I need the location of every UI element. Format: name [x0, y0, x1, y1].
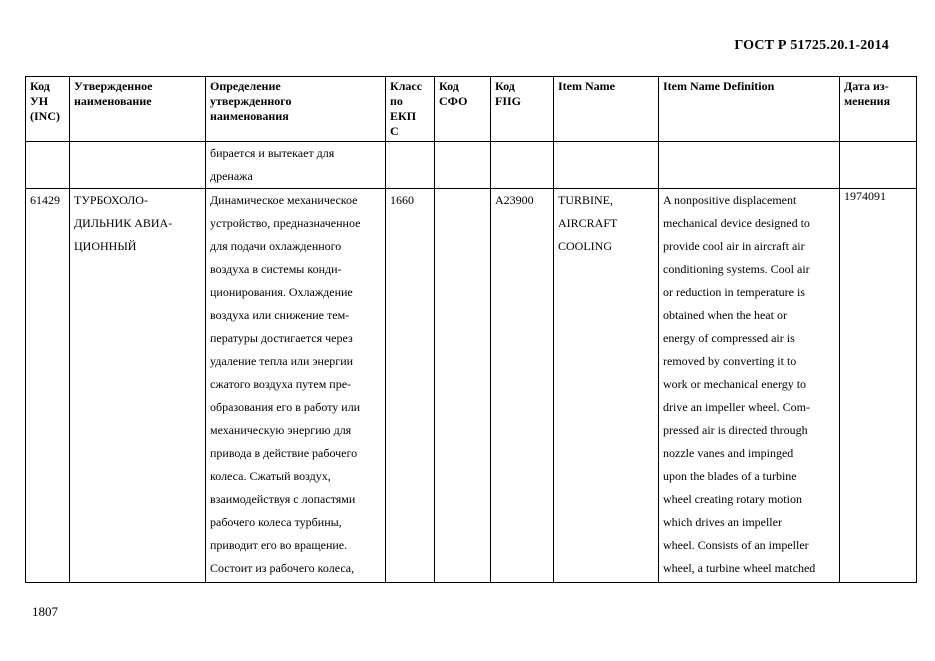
header-sfo — [435, 77, 491, 142]
text-line: рабочего колеса турбины, — [210, 515, 342, 529]
text-line: AIRCRAFT — [558, 216, 618, 230]
header-row — [26, 77, 917, 142]
text-line: пературы достигается через — [210, 331, 353, 345]
text-line: Утвержденное — [74, 79, 153, 93]
text-line: бирается и вытекает для — [210, 146, 335, 160]
text-line: wheel. Consists of an impeller — [663, 538, 809, 552]
text-line: Код — [495, 79, 515, 93]
text-line: устройство, предназначенное — [210, 216, 361, 230]
text-line: дренажа — [210, 169, 253, 183]
cell-sfo — [435, 189, 491, 583]
text-line: or reduction in temperature is — [663, 285, 805, 299]
text-line: колеса. Сжатый воздух, — [210, 469, 331, 483]
text-line: COOLING — [558, 239, 612, 253]
table-row — [26, 142, 917, 189]
text-line: образования его в работу или — [210, 400, 361, 414]
text-line: Класс — [390, 79, 423, 93]
header-definition — [206, 77, 386, 142]
text-line: Состоит из рабочего колеса, — [210, 561, 355, 575]
text-line: взаимодействуя с лопастями — [210, 492, 356, 506]
cell-item-definition — [659, 142, 840, 189]
cell-inc: 61429 — [26, 189, 70, 583]
text-line: механическую энергию для — [210, 423, 352, 437]
text-line: УН — [30, 94, 49, 108]
text-line: Item Name — [558, 79, 615, 93]
text-line: wheel creating rotary motion — [663, 492, 802, 506]
cell-fiig — [491, 142, 554, 189]
text-line: по — [390, 94, 403, 108]
header-item-name — [554, 77, 659, 142]
text-line: Динамическое механическое — [210, 193, 358, 207]
text-line: (INC) — [30, 109, 60, 123]
text-line: СФО — [439, 94, 468, 108]
page-number: 1807 — [32, 604, 58, 619]
text-line: менения — [844, 94, 891, 108]
header-fiig — [491, 77, 554, 142]
cell-change-date: 1974091 — [840, 189, 917, 583]
header-approved-name — [70, 77, 206, 142]
cell-definition — [206, 189, 386, 583]
text-line: upon the blades of a turbine — [663, 469, 797, 483]
text-line: FIIG — [495, 94, 522, 108]
text-line: для подачи охлажденного — [210, 239, 342, 253]
text-line: воздуха в системы конди- — [210, 262, 342, 276]
cell-fiig: A23900 — [491, 189, 554, 583]
text-line: Код — [439, 79, 459, 93]
cell-change-date — [840, 142, 917, 189]
text-line: wheel, a turbine wheel matched — [663, 561, 816, 575]
cell-class: 1660 — [386, 189, 435, 583]
text-line: TURBINE, — [558, 193, 613, 207]
text-line: provide cool air in aircraft air — [663, 239, 805, 253]
cell-item-name — [554, 142, 659, 189]
document-code: ГОСТ Р 51725.20.1-2014 — [734, 38, 889, 53]
text-line: drive an impeller wheel. Com- — [663, 400, 810, 414]
cell-name — [70, 142, 206, 189]
text-line: ЕКП — [390, 109, 417, 123]
cell-definition — [206, 142, 386, 189]
table-row — [26, 189, 917, 583]
text-line: ТУРБОХОЛО- — [74, 193, 148, 207]
text-line: утвержденного — [210, 94, 292, 108]
text-line: energy of compressed air is — [663, 331, 795, 345]
text-line: which drives an impeller — [663, 515, 782, 529]
catalog-table — [25, 76, 917, 583]
cell-name — [70, 189, 206, 583]
header-change-date — [840, 77, 917, 142]
text-line: ДИЛЬНИК АВИА- — [74, 216, 173, 230]
text-line: сжатого воздуха путем пре- — [210, 377, 352, 391]
text-line: removed by converting it to — [663, 354, 797, 368]
cell-class — [386, 142, 435, 189]
cell-sfo — [435, 142, 491, 189]
cell-item-name — [554, 189, 659, 583]
header-inc — [26, 77, 70, 142]
text-line: Item Name Definition — [663, 79, 775, 93]
text-line: ЦИОННЫЙ — [74, 239, 137, 253]
text-line: воздуха или снижение тем- — [210, 308, 350, 322]
text-line: наименование — [74, 94, 152, 108]
text-line: pressed air is directed through — [663, 423, 808, 437]
text-line: Код — [30, 79, 50, 93]
text-line: mechanical device designed to — [663, 216, 810, 230]
text-line: ционирования. Охлаждение — [210, 285, 353, 299]
text-line: obtained when the heat or — [663, 308, 787, 322]
text-line: Дата из- — [844, 79, 889, 93]
text-line: A nonpositive displacement — [663, 193, 797, 207]
text-line: Определение — [210, 79, 281, 93]
text-line: work or mechanical energy to — [663, 377, 807, 391]
header-item-definition — [659, 77, 840, 142]
cell-inc — [26, 142, 70, 189]
text-line: наименования — [210, 109, 289, 123]
text-line: привода в действие рабочего — [210, 446, 358, 460]
text-line: nozzle vanes and impinged — [663, 446, 794, 460]
header-class — [386, 77, 435, 142]
text-line: С — [390, 124, 399, 138]
text-line: conditioning systems. Cool air — [663, 262, 810, 276]
text-line: приводит его во вращение. — [210, 538, 348, 552]
text-line: удаление тепла или энергии — [210, 354, 354, 368]
cell-item-definition — [659, 189, 840, 583]
